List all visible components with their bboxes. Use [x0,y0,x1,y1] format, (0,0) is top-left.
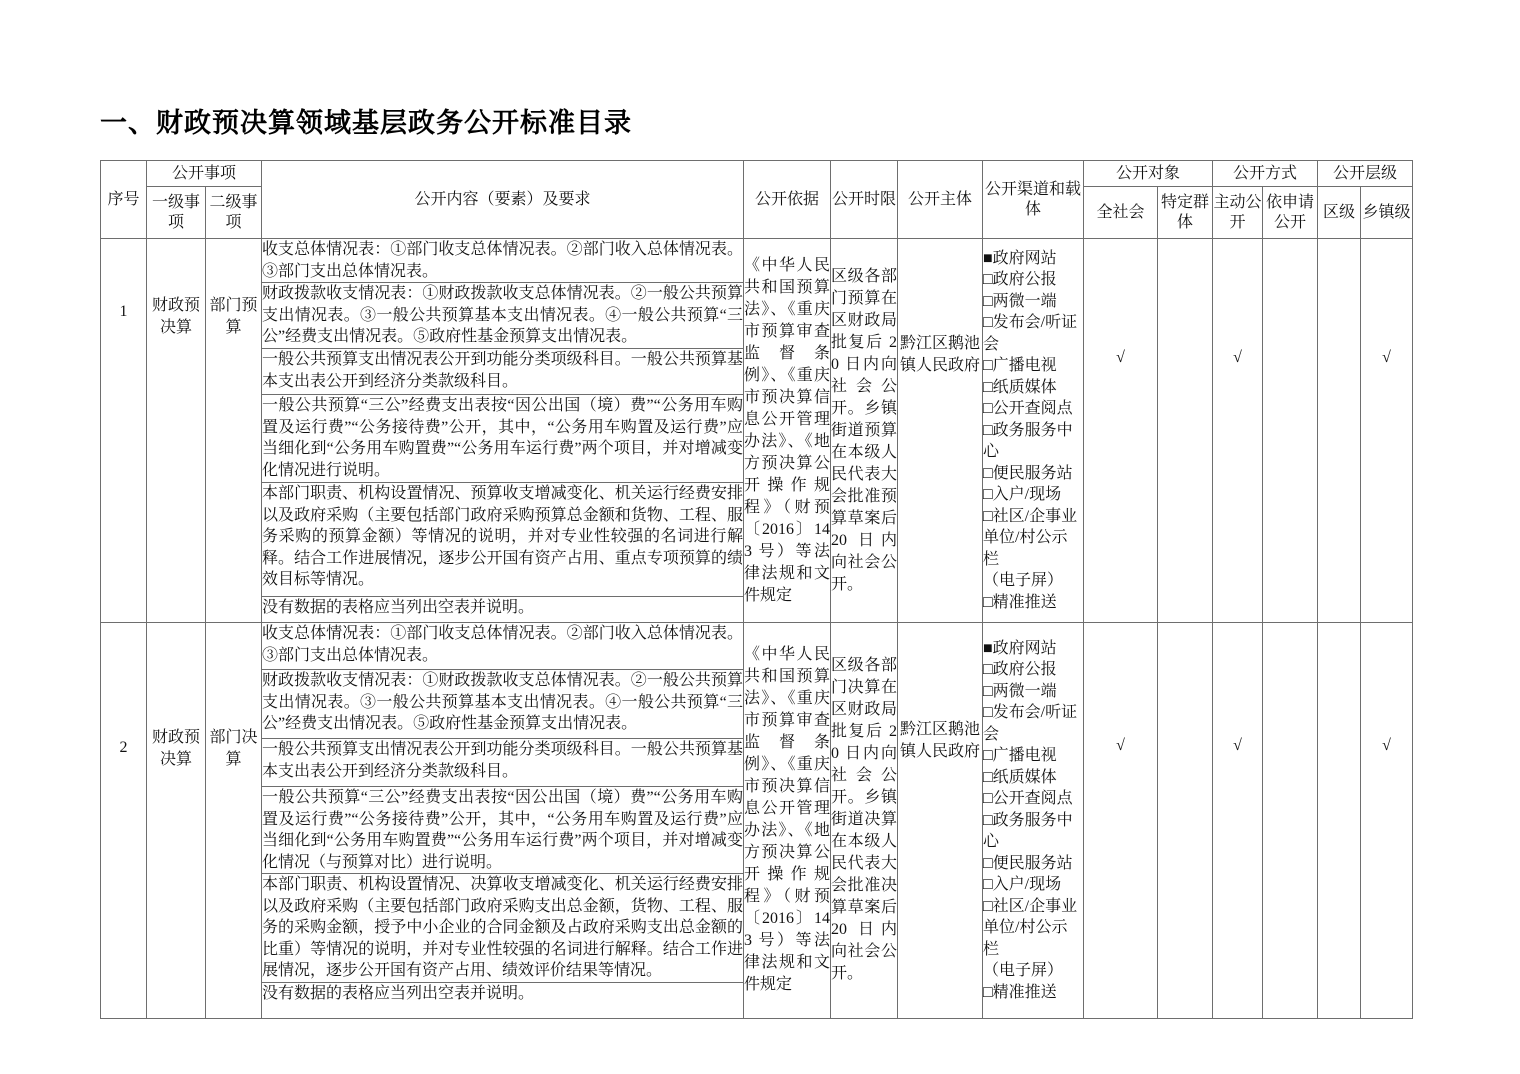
cell-channel-list [983,239,1084,623]
cell-content-requirement: 收支总体情况表：①部门收支总体情况表。②部门收入总体情况表。③部门支出总体情况表。 [262,239,744,283]
channel-item: （电子屏） [983,962,1064,979]
col-header-basis: 公开依据 [744,161,831,239]
channel-item: □发布会/听证会 [983,314,1078,353]
col-header-item-l1: 一级事项 [147,187,206,239]
channel-item: □便民服务站 [983,464,1073,482]
check-method-proactive: √ [1213,623,1263,1019]
col-header-content: 公开内容（要素）及要求 [262,161,744,239]
col-header-target-all: 全社会 [1084,187,1158,239]
channel-item: □两微一端 [983,292,1057,310]
cell-level2-item: 部门决算 [206,623,262,1019]
col-header-method-proactive: 主动公开 [1213,187,1263,239]
channel-item: □政府公报 [983,271,1057,289]
cell-channel-list [983,623,1084,1019]
cell-content-requirement: 没有数据的表格应当列出空表并说明。 [262,982,744,1018]
cell-row-no: 1 [101,239,147,623]
channel-item: ■政府网站 [983,639,1057,657]
cell-time-limit: 区级各部门决算在区财政局批复后 20 日内向社会公开。乡镇街道决算在本级人民代表大会批准决算草案后 20 日内向社会公开。 [831,623,898,1019]
col-header-target-group: 公开对象 [1084,161,1213,187]
col-header-method-request: 依申请公开 [1263,187,1318,239]
col-header-target-specific: 特定群体 [1158,187,1213,239]
channel-item: □发布会/听证会 [983,704,1078,743]
channel-item: □社区/企事业单位/村公示栏 [983,507,1078,568]
cell-content-requirement: 本部门职责、机构设置情况、决算收支增减变化、机关运行经费安排以及政府采购（主要包括部门政府采购支出总金额，货物、工程、服务的采购金额，授予中小企业的合同金额及占政府采购支出总金额的比重）等情况的说明，并对专业性较强的名词进行解释。结合工作进展情况，逐步公开国有资产占用、绩效评价结果等情况。 [262,874,744,983]
col-header-subject: 公开主体 [898,161,983,239]
check-method-proactive: √ [1213,239,1263,623]
page-title: 一、财政预决算领域基层政务公开标准目录 [100,108,632,138]
cell-disclosure-subject: 黔江区鹅池镇人民政府 [898,239,983,623]
channel-item: ■政府网站 [983,249,1057,267]
col-header-level-district: 区级 [1318,187,1361,239]
channel-item: □政务服务中心 [983,421,1073,461]
col-header-level-township: 乡镇级 [1361,187,1413,239]
check-target-specific [1158,623,1213,1019]
cell-content-requirement: 财政拨款收支情况表：①财政拨款收支总体情况表。②一般公共预算支出情况表。③一般公共预算基本支出情况表。④一般公共预算“三公”经费支出情况表。⑤政府性基金预算支出情况表。 [262,283,744,349]
check-level-district [1318,239,1361,623]
check-level-township: √ [1361,239,1413,623]
check-target-specific [1158,239,1213,623]
check-method-request [1263,239,1318,623]
col-header-channel: 公开渠道和载体 [983,161,1084,239]
col-header-time-limit: 公开时限 [831,161,898,239]
cell-content-requirement: 一般公共预算“三公”经费支出表按“因公出国（境）费”“公务用车购置及运行费”“公务接待费”公开，其中，“公务用车购置及运行费”应当细化到“公务用车购置费”“公务用车运行费”两个项目，并对增减变化情况（与预算对比）进行说明。 [262,787,744,874]
channel-item: □公开查阅点 [983,790,1073,807]
cell-disclosure-subject: 黔江区鹅池镇人民政府 [898,623,983,1019]
channel-item: □精准推送 [983,593,1057,611]
channel-item: □入户/现场 [983,486,1062,504]
cell-disclosure-basis: 《中华人民共和国预算法》、《重庆市预算审查监督条例》、《重庆市预决算信息公开管理办法》、《地方预决算公开操作规程》（财预〔2016〕143 号）等法律法规和文件规定 [744,239,831,623]
channel-item: □两微一端 [983,682,1057,700]
check-target-all: √ [1084,239,1158,623]
channel-item: □纸质媒体 [983,768,1057,786]
cell-content-requirement: 收支总体情况表：①部门收支总体情况表。②部门收入总体情况表。③部门支出总体情况表。 [262,623,744,670]
channel-item: □政府公报 [983,661,1057,678]
channel-item: □广播电视 [983,357,1057,375]
cell-level1-item: 财政预决算 [147,239,206,623]
cell-content-requirement: 本部门职责、机构设置情况、预算收支增减变化、机关运行经费安排以及政府采购（主要包括部门政府采购预算总金额和货物、工程、服务采购的预算金额）等情况的说明，并对专业性较强的名词进行解释。结合工作进展情况，逐步公开国有资产占用、重点专项预算的绩效目标等情况。 [262,483,744,597]
col-header-item-l2: 二级事项 [206,187,262,239]
cell-content-requirement: 一般公共预算支出情况表公开到功能分类项级科目。一般公共预算基本支出表公开到经济分类款级科目。 [262,739,744,787]
channel-item: □公开查阅点 [983,400,1073,418]
cell-row-no: 2 [101,623,147,1019]
channel-item: □便民服务站 [983,854,1073,872]
check-target-all: √ [1084,623,1158,1019]
col-header-level-group: 公开层级 [1318,161,1413,187]
cell-content-requirement: 没有数据的表格应当列出空表并说明。 [262,597,744,623]
channel-item: □入户/现场 [983,876,1062,893]
cell-time-limit: 区级各部门预算在区财政局批复后 20 日内向社会公开。乡镇街道预算在本级人民代表大会批准预算草案后 20 日内向社会公开。 [831,239,898,623]
channel-item: □社区/企事业单位/村公示栏 [983,897,1078,958]
disclosure-standard-table [100,160,1413,1019]
channel-item: □纸质媒体 [983,378,1057,396]
channel-item: （电子屏） [983,572,1064,590]
cell-level2-item: 部门预算 [206,239,262,623]
channel-item: □政务服务中心 [983,811,1073,850]
cell-disclosure-basis: 《中华人民共和国预算法》、《重庆市预算审查监督条例》、《重庆市预决算信息公开管理办法》、《地方预决算公开操作规程》（财预〔2016〕143 号）等法律法规和文件规定 [744,623,831,1019]
cell-content-requirement: 一般公共预算支出情况表公开到功能分类项级科目。一般公共预算基本支出表公开到经济分类款级科目。 [262,349,744,395]
cell-level1-item: 财政预决算 [147,623,206,1019]
cell-content-requirement: 一般公共预算“三公”经费支出表按“因公出国（境）费”“公务用车购置及运行费”“公务接待费”公开，其中，“公务用车购置及运行费”应当细化到“公务用车购置费”“公务用车运行费”两个项目，并对增减变化情况进行说明。 [262,395,744,483]
check-level-district [1318,623,1361,1019]
channel-item: □精准推送 [983,983,1057,1001]
check-level-township: √ [1361,623,1413,1019]
check-method-request [1263,623,1318,1019]
cell-content-requirement: 财政拨款收支情况表：①财政拨款收支总体情况表。②一般公共预算支出情况表。③一般公共预算基本支出情况表。④一般公共预算“三公”经费支出情况表。⑤政府性基金预算支出情况表。 [262,670,744,739]
col-header-item-group: 公开事项 [147,161,262,187]
channel-item: □广播电视 [983,747,1057,764]
col-header-no: 序号 [101,161,147,239]
col-header-method-group: 公开方式 [1213,161,1318,187]
